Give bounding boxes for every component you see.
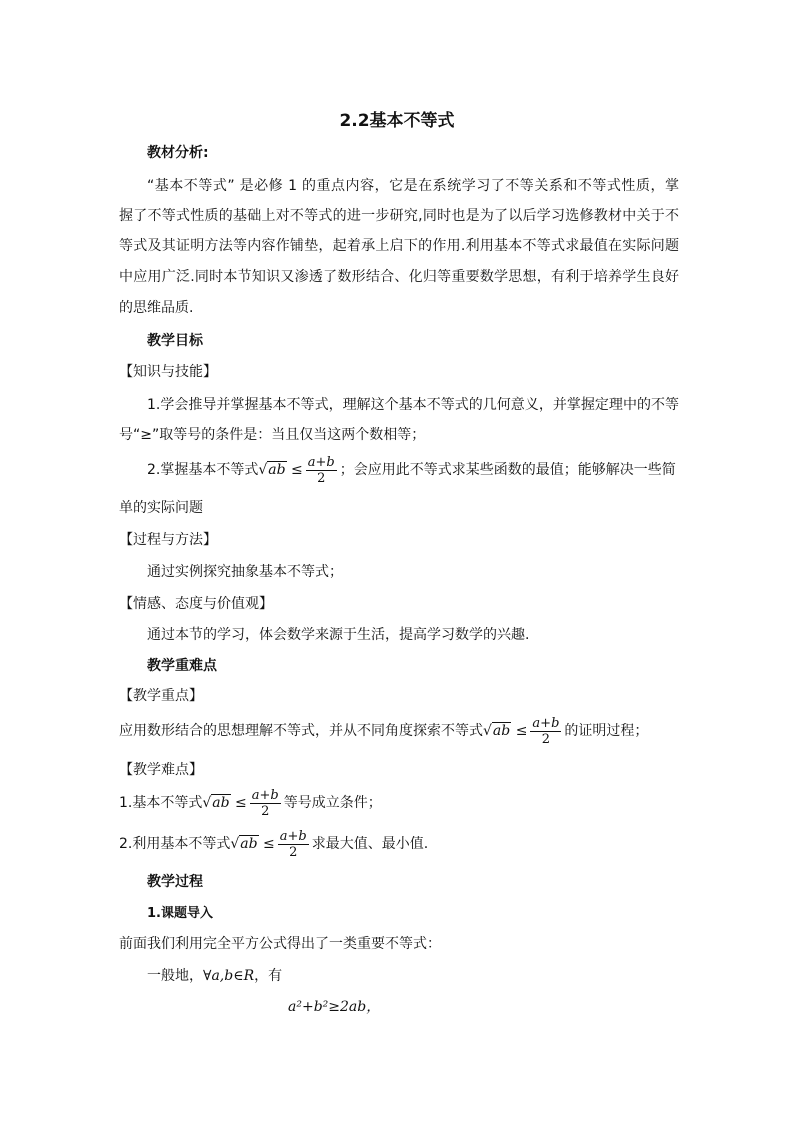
analysis-line-4: 中应用广泛.同时本节知识又渗透了数形结合、化归等重要数学思想，有利于培养学生良好	[119, 269, 679, 285]
page-title: 2.2基本不等式	[339, 111, 455, 131]
key-line: 应用数形结合的思想理解不等式，并从不同角度探索不等式√ab ≤ $\frac{a+b}{2}$ 的证明过程；	[119, 715, 649, 747]
diff2-prefix: 2.利用基本不等式	[119, 836, 231, 852]
fraction: $\frac{a+b}{2}$	[279, 828, 307, 860]
goal1-line-2: 号“≥”取等号的条件是：当且仅当这两个数相等；	[119, 427, 426, 443]
goal2-line-2: 单的实际问题	[119, 500, 203, 516]
diff1-suffix: 等号成立条件；	[283, 795, 382, 811]
fraction: $\frac{a+b}{2}$	[251, 787, 279, 819]
general-math: ∀a,b∈R	[203, 968, 255, 984]
heading-goals: 教学目标	[147, 333, 203, 349]
heading-analysis: 教材分析:	[147, 145, 209, 161]
analysis-line-2: 握了不等式性质的基础上对不等式的进一步研究,同时也是为了以后学习选修教材中关于不	[119, 208, 679, 224]
intro-text: 前面我们利用完全平方公式得出了一类重要不等式：	[119, 936, 441, 952]
general-suffix: ，有	[254, 968, 283, 984]
goal1-line-1: 1.学会推导并掌握基本不等式，理解这个基本不等式的几何意义，并掌握定理中的不等	[147, 397, 679, 413]
heading-process: 教学过程	[147, 874, 203, 890]
emotion-text: 通过本节的学习，体会数学来源于生活，提高学习数学的兴趣.	[147, 627, 530, 643]
sqrt-formula: √ab	[230, 836, 258, 852]
fraction: $\frac{a+b}{2}$	[532, 715, 560, 747]
analysis-line-3: 等式及其证明方法等内容作铺垫，起着承上启下的作用.利用基本不等式求最值在实际问题	[119, 238, 679, 254]
diff1-line: 1.基本不等式√ab ≤ $\frac{a+b}{2}$ 等号成立条件；	[119, 787, 382, 819]
section-1-heading: 1.课题导入	[147, 906, 213, 921]
diff1-prefix: 1.基本不等式	[119, 795, 203, 811]
heading-key: 教学重难点	[147, 658, 217, 674]
general-line	[147, 966, 707, 986]
knowledge-label: 【知识与技能】	[119, 364, 217, 380]
sqrt-formula: √ab	[483, 723, 511, 739]
key-label: 【教学重点】	[119, 688, 203, 704]
sqrt-formula: √ab	[258, 462, 286, 478]
process-label: 【过程与方法】	[119, 532, 217, 548]
goal2-line-1: 2.掌握基本不等式√ab ≤ $\frac{a+b}{2}$ ；会应用此不等式求某些函数的最值；能够解决一些简	[147, 454, 676, 486]
inequality-formula: a²+b²≥2ab，	[288, 999, 381, 1015]
key-prefix: 应用数形结合的思想理解不等式，并从不同角度探索不等式	[119, 723, 483, 739]
diff2-suffix: 求最大值、最小值.	[311, 836, 429, 852]
general-prefix: 一般地，	[147, 968, 203, 984]
emotion-label: 【情感、态度与价值观】	[119, 596, 273, 612]
key-suffix: 的证明过程；	[564, 723, 649, 739]
goal2-prefix: 2.掌握基本不等式	[147, 462, 259, 478]
analysis-line-5: 的思维品质.	[119, 300, 194, 316]
goal2-suffix: ；会应用此不等式求某些函数的最值；能够解决一些简	[339, 462, 676, 478]
sqrt-formula: √ab	[202, 795, 230, 811]
fraction: $\frac{a+b}{2}$	[307, 454, 335, 486]
difficult-label: 【教学难点】	[119, 762, 203, 778]
analysis-line-1: “基本不等式” 是必修 1 的重点内容，它是在系统学习了不等关系和不等式性质，掌	[147, 178, 679, 194]
diff2-line: 2.利用基本不等式√ab ≤ $\frac{a+b}{2}$ 求最大值、最小值.	[119, 828, 429, 860]
process-text: 通过实例探究抽象基本不等式；	[147, 564, 343, 580]
